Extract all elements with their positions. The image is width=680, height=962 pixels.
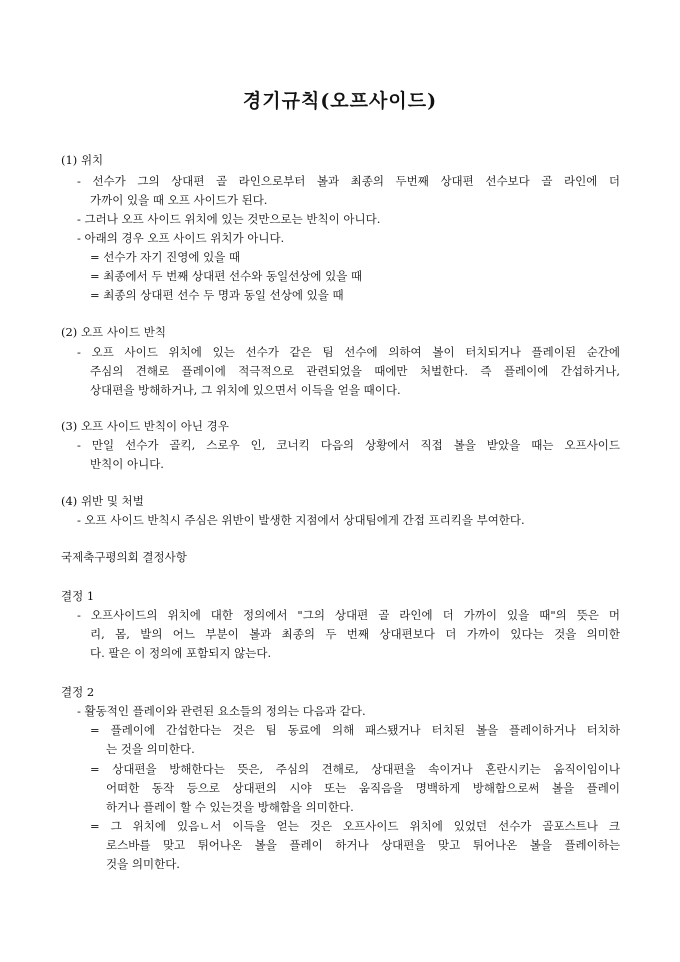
decision-2-item-2-line-1: = 상대편을 방해한다는 뜻은, 주심의 견해로, 상대편을 속이거나 혼란시키는 움직이임이나 bbox=[90, 762, 620, 776]
decision-1-line-2: 리, 몸, 발의 어느 부분이 볼과 최종의 두 번째 상대편보다 더 가까이 있다는 것을 의미한 bbox=[90, 627, 620, 641]
section-3-heading: (3) 오프 사이드 반칙이 아닌 경우 bbox=[61, 419, 229, 433]
section-2-line-3: 상대편을 방해하거나, 그 위치에 있으면서 이득을 얻을 때이다. bbox=[90, 383, 401, 397]
section-2-heading: (2) 오프 사이드 반칙 bbox=[61, 325, 167, 339]
decision-2-item-2-line-3: 하거나 플레이 할 수 있는것을 방해함을 의미한다. bbox=[106, 800, 354, 814]
decision-1-heading: 결정 1 bbox=[61, 589, 95, 603]
section-1-sub-1: = 선수가 자기 진영에 있을 때 bbox=[90, 250, 241, 264]
page-title: 경기규칙(오프사이드) bbox=[242, 90, 438, 112]
section-3-line-1: - 만일 선수가 골킥, 스로우 인, 코너킥 다음의 상황에서 직접 볼을 받았을 때는 오프사이드 bbox=[77, 438, 620, 452]
section-1-sub-3: = 최종의 상대편 선수 두 명과 동일 선상에 있을 때 bbox=[90, 288, 344, 302]
section-1-bullet-1-line-2: 가까이 있을 때 오프 사이드가 된다. bbox=[90, 193, 268, 207]
decision-2-item-3-line-1: = 그 위치에 있음ㄴ서 이득을 얻는 것은 오프사이드 위치에 있었던 선수가 골포스트나 크 bbox=[90, 819, 620, 833]
section-1-bullet-2: - 그러나 오프 사이드 위치에 있는 것만으로는 반칙이 아니다. bbox=[77, 212, 381, 226]
decision-2-heading: 결정 2 bbox=[61, 685, 95, 699]
decision-2-item-1-line-2: 는 것을 의미한다. bbox=[106, 742, 195, 756]
decision-1-line-3: 다. 팔은 이 정의에 포함되지 않는다. bbox=[90, 646, 272, 660]
section-4-line-1: - 오프 사이드 반칙시 주심은 위반이 발생한 지점에서 상대팀에게 간접 프리킥을 부여한다. bbox=[77, 513, 525, 527]
section-1-bullet-1-line-1: - 선수가 그의 상대편 골 라인으로부터 볼과 최종의 두번째 상대편 선수보다 골 라인에 더 bbox=[77, 174, 620, 188]
section-1-heading: (1) 위치 bbox=[61, 153, 104, 167]
section-1-bullet-3: - 아래의 경우 오프 사이드 위치가 아니다. bbox=[77, 231, 285, 245]
section-2-line-1: - 오프 사이드 위치에 있는 선수가 같은 팀 선수에 의하여 볼이 터치되거나 플레이된 순간에 bbox=[77, 345, 620, 359]
section-2-line-2: 주심의 견해로 플레이에 적극적으로 관련되었을 때에만 처벌한다. 즉 플레이에 간섭하거나, bbox=[90, 364, 620, 378]
decision-1-line-1: - 오프사이드의 위치에 대한 정의에서 "그의 상대편 골 라인에 더 가까이 있을 때"의 뜻은 머 bbox=[77, 608, 620, 622]
decision-2-item-3-line-3: 것을 의미한다. bbox=[106, 857, 180, 871]
decision-2-item-3-line-2: 로스바를 맞고 튀어나온 볼을 플레이 하거나 상대편을 맞고 튀어나온 볼을 플레이하는 bbox=[106, 838, 620, 852]
decision-2-item-1-line-1: = 플레이에 간섭한다는 것은 팀 동료에 의해 패스됐거나 터치된 볼을 플레이하거나 터치하 bbox=[90, 723, 620, 737]
board-decisions-heading: 국제축구평의회 결정사항 bbox=[61, 550, 187, 564]
section-4-heading: (4) 위반 및 처벌 bbox=[61, 494, 144, 508]
decision-2-intro: - 활동적인 플레이와 관련된 요소들의 정의는 다음과 같다. bbox=[77, 704, 366, 718]
decision-2-item-2-line-2: 어떠한 동작 등으로 상대편의 시야 또는 움직음을 명백하게 방해함으로써 볼을 플레이 bbox=[106, 781, 620, 795]
section-3-line-2: 반칙이 아니다. bbox=[90, 457, 164, 471]
section-1-sub-2: = 최종에서 두 번째 상대편 선수와 동일선상에 있을 때 bbox=[90, 269, 363, 283]
